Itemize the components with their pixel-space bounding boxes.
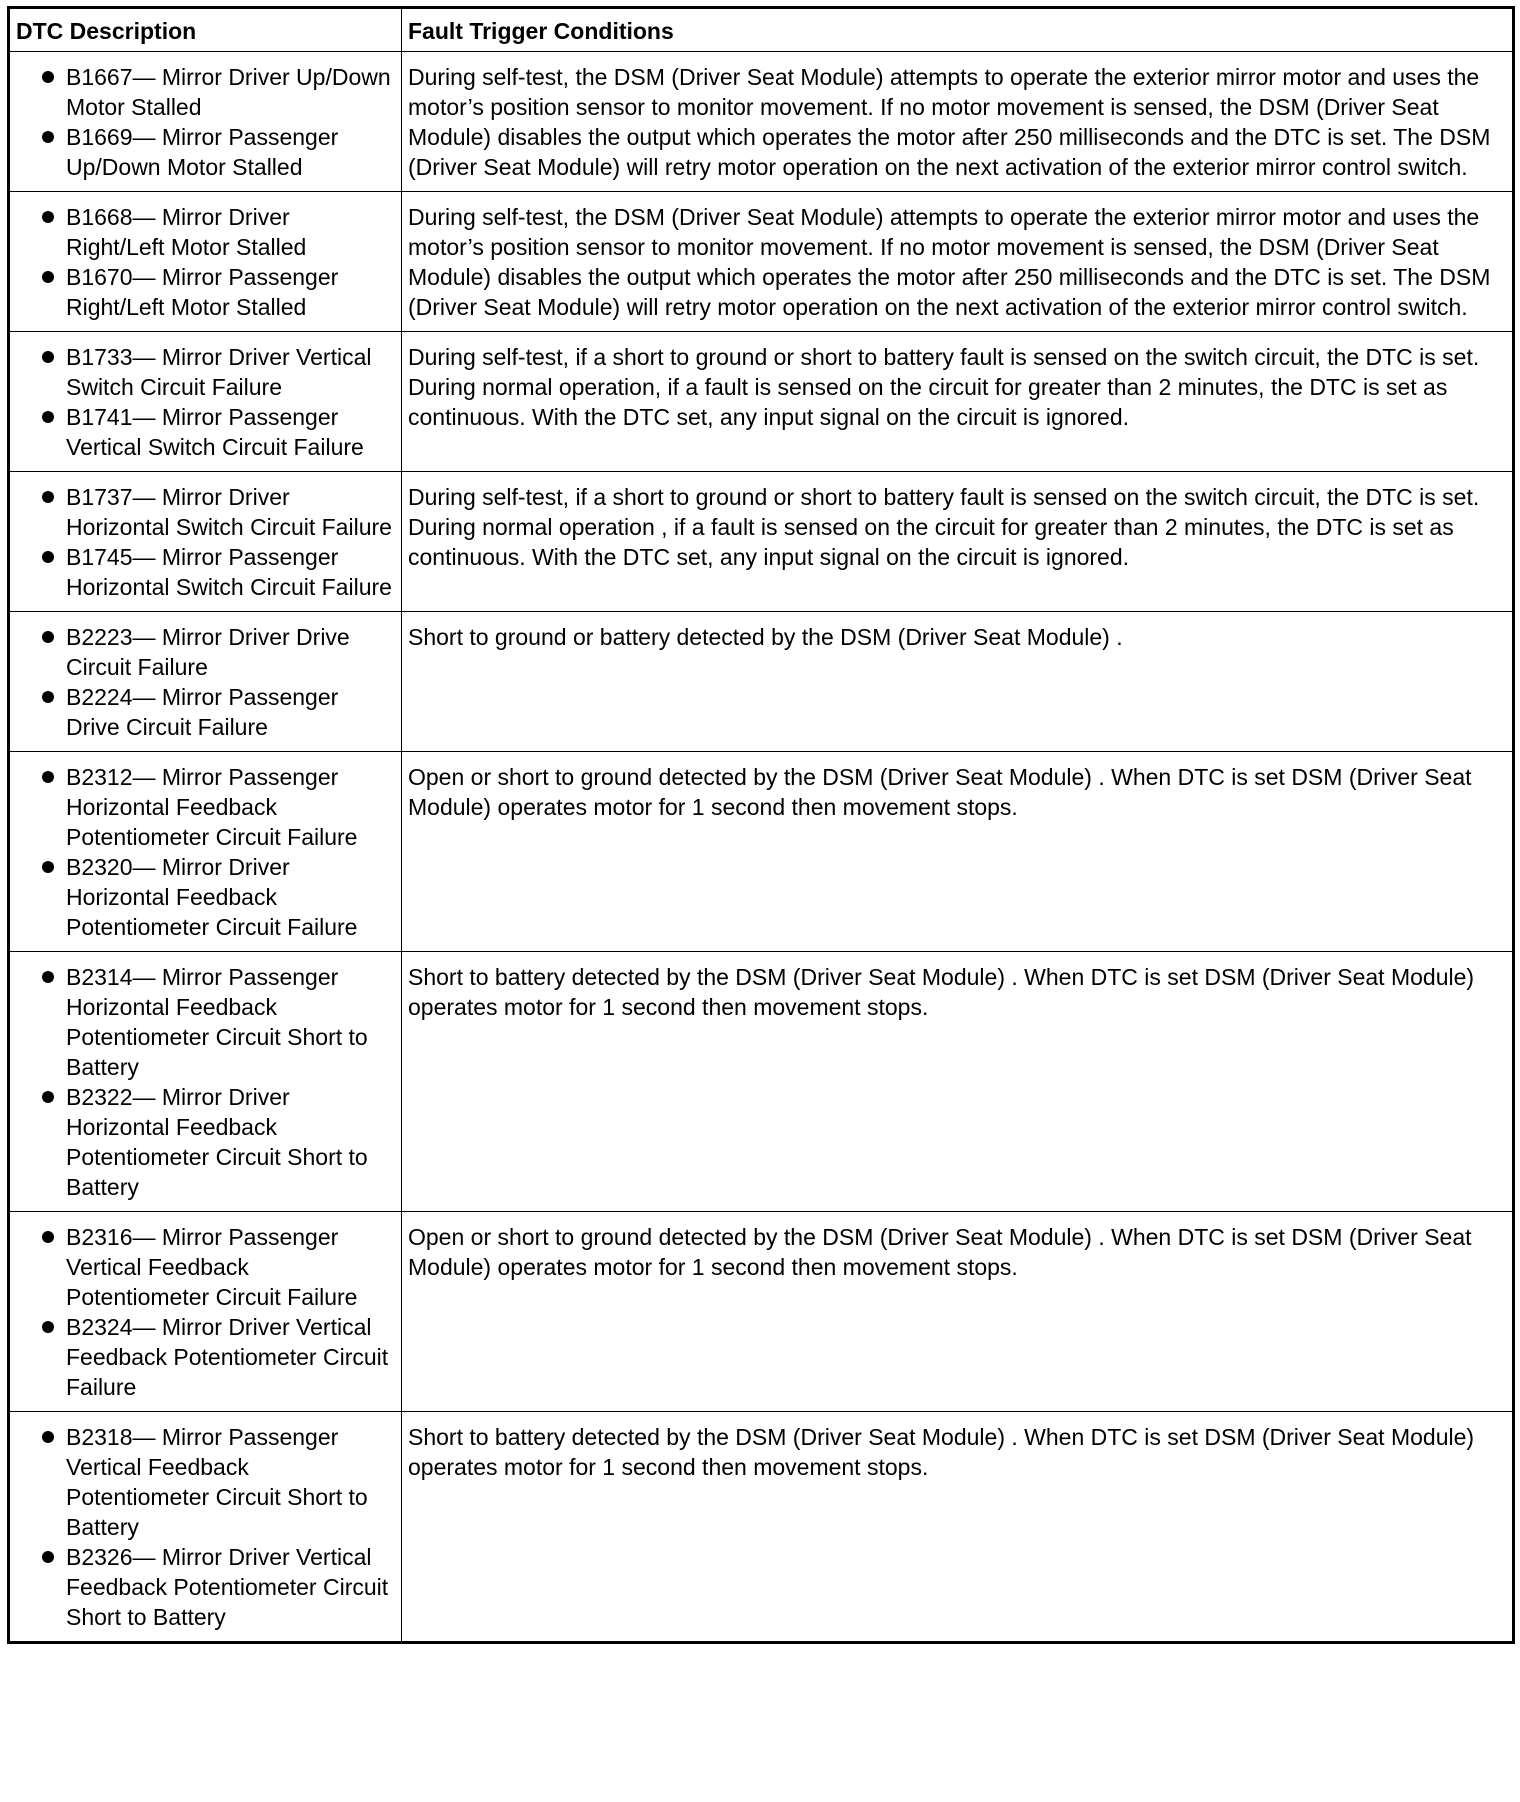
- table-row: [9, 952, 1514, 1212]
- fault-condition-cell: [402, 192, 1514, 332]
- dtc-list: [16, 622, 393, 742]
- dtc-description-cell: [9, 472, 402, 612]
- dtc-description-cell: [9, 1212, 402, 1412]
- fault-condition-cell: [402, 52, 1514, 192]
- fault-condition-text: During self-test, the DSM (Driver Seat Module) attempts to operate the exterior mirror motor and uses the motor’s position sensor to monitor movement. If no motor movement is sensed, the DSM (Driver Seat Module) disables the output which operates the motor after 250 milliseconds and the DTC is set. The DSM (Driver Seat Module) will retry motor operation on the next activation of the exterior mirror control switch.: [408, 204, 1491, 320]
- fault-condition-cell: [402, 1412, 1514, 1643]
- dtc-description-cell: [9, 52, 402, 192]
- table-row: [9, 612, 1514, 752]
- table-row: [9, 752, 1514, 952]
- fault-condition-cell: [402, 612, 1514, 752]
- dtc-description-cell: [9, 952, 402, 1212]
- fault-condition-text: During self-test, if a short to ground or short to battery fault is sensed on the switch circuit, the DTC is set. During normal operation, if a fault is sensed on the circuit for greater than 2 minutes, the DTC is set as continuous. With the DTC set, any input signal on the circuit is ignored.: [408, 344, 1480, 430]
- dtc-description-header: DTC Description: [9, 8, 402, 52]
- table-row: [9, 1412, 1514, 1643]
- dtc-item: B1745— Mirror Passenger Horizontal Switch Circuit Failure: [16, 542, 393, 602]
- fault-condition-cell: [402, 332, 1514, 472]
- dtc-item: B2314— Mirror Passenger Horizontal Feedback Potentiometer Circuit Short to Battery: [16, 962, 393, 1082]
- dtc-item: B2312— Mirror Passenger Horizontal Feedback Potentiometer Circuit Failure: [16, 762, 393, 852]
- fault-condition-text: Open or short to ground detected by the DSM (Driver Seat Module) . When DTC is set DSM (Driver Seat Module) operates motor for 1 second then movement stops.: [408, 764, 1472, 820]
- dtc-list: [16, 202, 393, 322]
- dtc-item: B2318— Mirror Passenger Vertical Feedback Potentiometer Circuit Short to Battery: [16, 1422, 393, 1542]
- dtc-item: B2316— Mirror Passenger Vertical Feedback Potentiometer Circuit Failure: [16, 1222, 393, 1312]
- table-row: [9, 192, 1514, 332]
- dtc-item: B1669— Mirror Passenger Up/Down Motor Stalled: [16, 122, 393, 182]
- dtc-description-cell: [9, 192, 402, 332]
- dtc-item: B1737— Mirror Driver Horizontal Switch Circuit Failure: [16, 482, 393, 542]
- dtc-item: B2326— Mirror Driver Vertical Feedback Potentiometer Circuit Short to Battery: [16, 1542, 393, 1632]
- dtc-item: B2324— Mirror Driver Vertical Feedback Potentiometer Circuit Failure: [16, 1312, 393, 1402]
- fault-condition-cell: [402, 1212, 1514, 1412]
- dtc-list: [16, 762, 393, 942]
- dtc-list: [16, 62, 393, 182]
- fault-condition-text: During self-test, the DSM (Driver Seat Module) attempts to operate the exterior mirror motor and uses the motor’s position sensor to monitor movement. If no motor movement is sensed, the DSM (Driver Seat Module) disables the output which operates the motor after 250 milliseconds and the DTC is set. The DSM (Driver Seat Module) will retry motor operation on the next activation of the exterior mirror control switch.: [408, 64, 1491, 180]
- dtc-list: [16, 482, 393, 602]
- dtc-item: B2224— Mirror Passenger Drive Circuit Failure: [16, 682, 393, 742]
- table-row: [9, 52, 1514, 192]
- dtc-description-cell: [9, 1412, 402, 1643]
- table-row: [9, 1212, 1514, 1412]
- dtc-list: [16, 1422, 393, 1632]
- fault-condition-text: Short to ground or battery detected by the DSM (Driver Seat Module) .: [408, 624, 1123, 650]
- dtc-list: [16, 342, 393, 462]
- dtc-item: B1741— Mirror Passenger Vertical Switch Circuit Failure: [16, 402, 393, 462]
- fault-condition-cell: [402, 752, 1514, 952]
- fault-condition-text: Open or short to ground detected by the DSM (Driver Seat Module) . When DTC is set DSM (Driver Seat Module) operates motor for 1 second then movement stops.: [408, 1224, 1472, 1280]
- dtc-item: B2320— Mirror Driver Horizontal Feedback Potentiometer Circuit Failure: [16, 852, 393, 942]
- table-header-row: [9, 8, 1514, 52]
- fault-condition-text: During self-test, if a short to ground or short to battery fault is sensed on the switch circuit, the DTC is set. During normal operation , if a fault is sensed on the circuit for greater than 2 minutes, the DTC is set as continuous. With the DTC set, any input signal on the circuit is ignored.: [408, 484, 1480, 570]
- fault-condition-text: Short to battery detected by the DSM (Driver Seat Module) . When DTC is set DSM (Driver Seat Module) operates motor for 1 second then movement stops.: [408, 1424, 1475, 1480]
- dtc-list: [16, 1222, 393, 1402]
- dtc-item: B1668— Mirror Driver Right/Left Motor Stalled: [16, 202, 393, 262]
- dtc-item: B1670— Mirror Passenger Right/Left Motor Stalled: [16, 262, 393, 322]
- dtc-item: B2322— Mirror Driver Horizontal Feedback Potentiometer Circuit Short to Battery: [16, 1082, 393, 1202]
- fault-condition-cell: [402, 952, 1514, 1212]
- dtc-description-cell: [9, 332, 402, 472]
- fault-condition-text: Short to battery detected by the DSM (Driver Seat Module) . When DTC is set DSM (Driver Seat Module) operates motor for 1 second then movement stops.: [408, 964, 1475, 1020]
- table-row: [9, 472, 1514, 612]
- dtc-item: B2223— Mirror Driver Drive Circuit Failure: [16, 622, 393, 682]
- dtc-item: B1667— Mirror Driver Up/Down Motor Stalled: [16, 62, 393, 122]
- dtc-table: [7, 6, 1515, 1644]
- dtc-description-cell: [9, 752, 402, 952]
- table-row: [9, 332, 1514, 472]
- dtc-list: [16, 962, 393, 1202]
- fault-condition-cell: [402, 472, 1514, 612]
- dtc-description-cell: [9, 612, 402, 752]
- dtc-item: B1733— Mirror Driver Vertical Switch Circuit Failure: [16, 342, 393, 402]
- fault-trigger-conditions-header: Fault Trigger Conditions: [402, 8, 1514, 52]
